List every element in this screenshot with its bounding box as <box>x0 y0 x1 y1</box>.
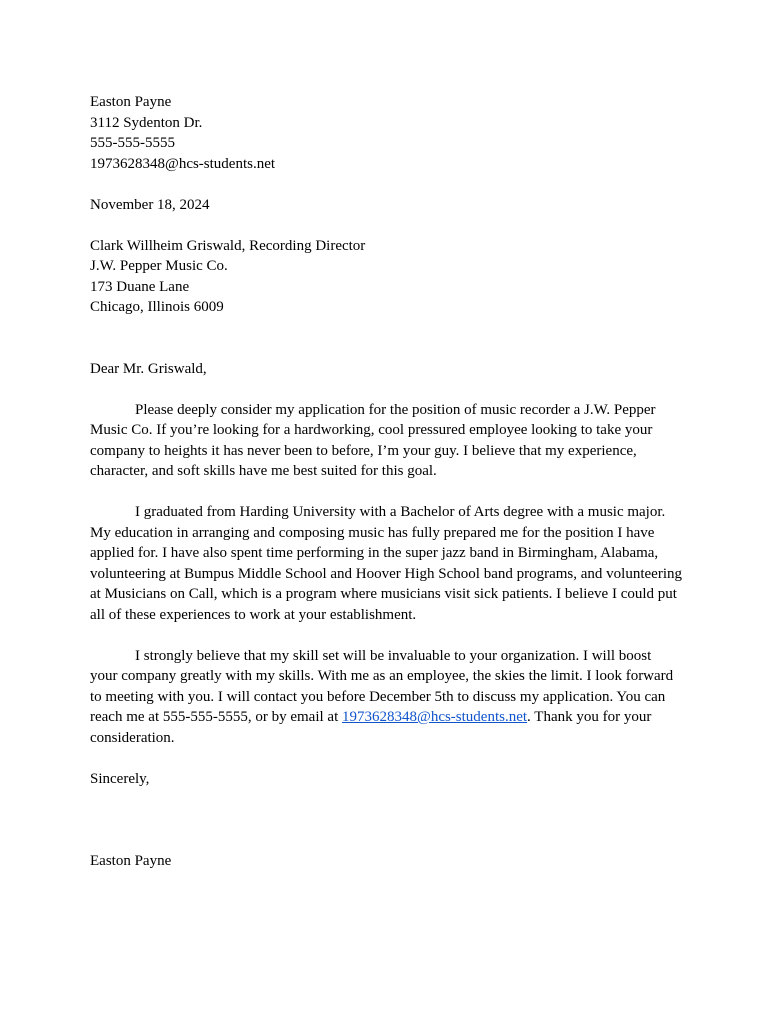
closing: Sincerely, <box>90 770 150 787</box>
sender-street: 3112 Sydenton Dr. <box>90 114 203 131</box>
email-link[interactable]: 1973628348@hcs-students.net <box>342 709 528 725</box>
spacer <box>90 318 682 359</box>
spacer <box>90 748 682 769</box>
body-paragraph-3 <box>90 646 682 749</box>
sender-block <box>90 92 682 174</box>
signature-name: Easton Payne <box>90 852 172 869</box>
spacer <box>90 215 682 236</box>
paragraph-3-closing-text: . Thank you for your consideration. <box>90 709 652 746</box>
spacer <box>90 174 682 195</box>
recipient-city: Chicago, Illinois 6009 <box>90 299 224 315</box>
paragraph-3-text: I strongly believe that my skill set will be invaluable to your organization. I will boost your company greatly with my skills. With me as an employee, the skies the limit. I look forward to meeting with you. I will contact you before December 5th to discuss my application. You can reach me at 555-555-5555, or by email at <box>90 647 674 725</box>
recipient-block <box>90 236 682 318</box>
signature-space <box>90 789 682 851</box>
letter-date: November 18, 2024 <box>90 196 210 213</box>
salutation: Dear Mr. Griswald, <box>90 360 207 377</box>
sender-name: Easton Payne <box>90 94 172 110</box>
spacer <box>90 625 682 646</box>
recipient-street: 173 Duane Lane <box>90 278 190 295</box>
spacer <box>90 482 682 503</box>
letter-page <box>90 92 682 871</box>
recipient-name-title: Clark Willheim Griswald, Recording Director <box>90 237 366 254</box>
recipient-company: J.W. Pepper Music Co. <box>90 258 228 274</box>
body-paragraph-2: I graduated from Harding University with a Bachelor of Arts degree with a music major. My education in arranging and composing music has fully prepared me for the position I have applied for. I have also spent time performing in the super jazz band in Birmingham, Alabama, volunteering at Bumpus Middle School and Hoover High School band programs, and volunteering at Musicians on Call, which is a program where musicians visit sick patients. I believe I could put all of these experiences to work at your establishment. <box>90 504 682 623</box>
body-paragraph-1: Please deeply consider my application for the position of music recorder a J.W. Pepper Music Co. If you’re looking for a hardworking, cool pressured employee looking to take your company to heights it has never been to before, I’m your guy. I believe that my experience, character, and soft skills have me best suited for this goal. <box>90 401 656 479</box>
sender-phone: 555-555-5555 <box>90 135 175 151</box>
spacer <box>90 379 682 400</box>
sender-email: 1973628348@hcs-students.net <box>90 155 276 172</box>
